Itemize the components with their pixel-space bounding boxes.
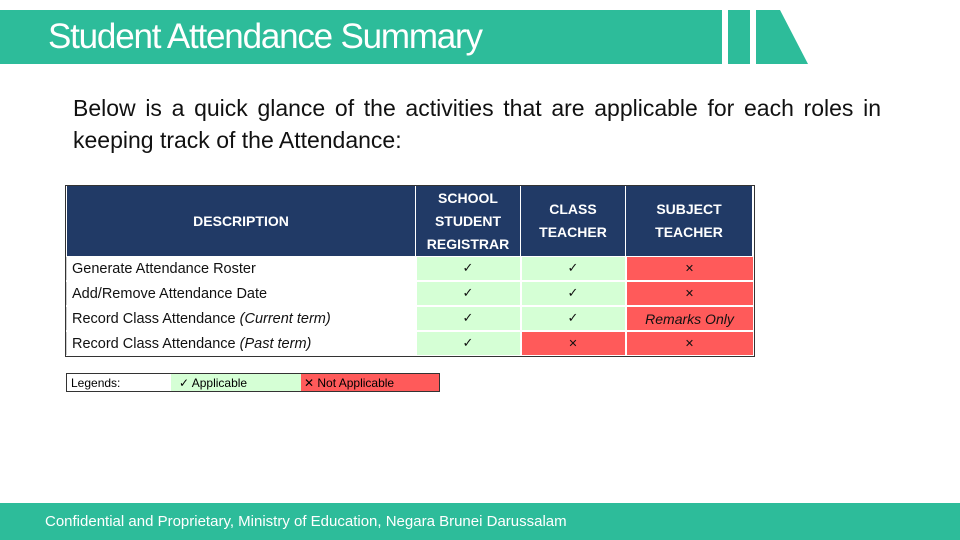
title-decor-chevron [756, 10, 808, 64]
row-description-cell [67, 306, 416, 331]
row-description: Record Class Attendance [72, 310, 236, 327]
applicable-check-icon: ✓ [521, 257, 626, 282]
header-subject-teacher: SUBJECT TEACHER [626, 186, 753, 257]
row-description: Record Class Attendance [72, 335, 236, 352]
row-note: (Current term) [239, 310, 331, 327]
attendance-role-table [66, 185, 753, 357]
applicable-check-icon: ✓ [521, 306, 626, 331]
applicable-check-icon: ✓ [416, 306, 521, 331]
applicable-check-icon: ✓ [416, 281, 521, 306]
footer-text: Confidential and Proprietary, Ministry of Education, Negara Brunei Darussalam [45, 513, 567, 530]
title-decor-block [728, 10, 750, 64]
header-description: DESCRIPTION [67, 186, 416, 257]
applicable-check-icon: ✓ [416, 331, 521, 356]
table-row [67, 281, 753, 306]
legend [66, 373, 440, 392]
not-applicable-cross-icon: ✕ [626, 257, 753, 282]
not-applicable-cross-icon: ✕ [521, 331, 626, 356]
row-note: (Past term) [239, 335, 312, 352]
table-row [67, 306, 753, 331]
remarks-only-text: Remarks Only [626, 306, 753, 331]
row-description: Add/Remove Attendance Date [67, 281, 416, 306]
not-applicable-cross-icon: ✕ [626, 281, 753, 306]
legend-not-applicable: ✕ Not Applicable [301, 374, 439, 391]
legend-label: Legends: [67, 374, 171, 391]
table-header-row [67, 186, 753, 257]
table-row [67, 331, 753, 356]
applicable-check-icon: ✓ [521, 281, 626, 306]
table-row [67, 257, 753, 282]
page-title: Student Attendance Summary [48, 17, 482, 56]
intro-text: Below is a quick glance of the activities that are applicable for each roles in keeping track of the Attendance: [73, 95, 881, 153]
header-class-teacher: CLASS TEACHER [521, 186, 626, 257]
header-school-student-registrar: SCHOOL STUDENT REGISTRAR [416, 186, 521, 257]
legend-applicable: ✓ Applicable [171, 374, 301, 391]
row-description-cell [67, 331, 416, 356]
not-applicable-cross-icon: ✕ [626, 331, 753, 356]
applicable-check-icon: ✓ [416, 257, 521, 282]
row-description: Generate Attendance Roster [67, 257, 416, 282]
